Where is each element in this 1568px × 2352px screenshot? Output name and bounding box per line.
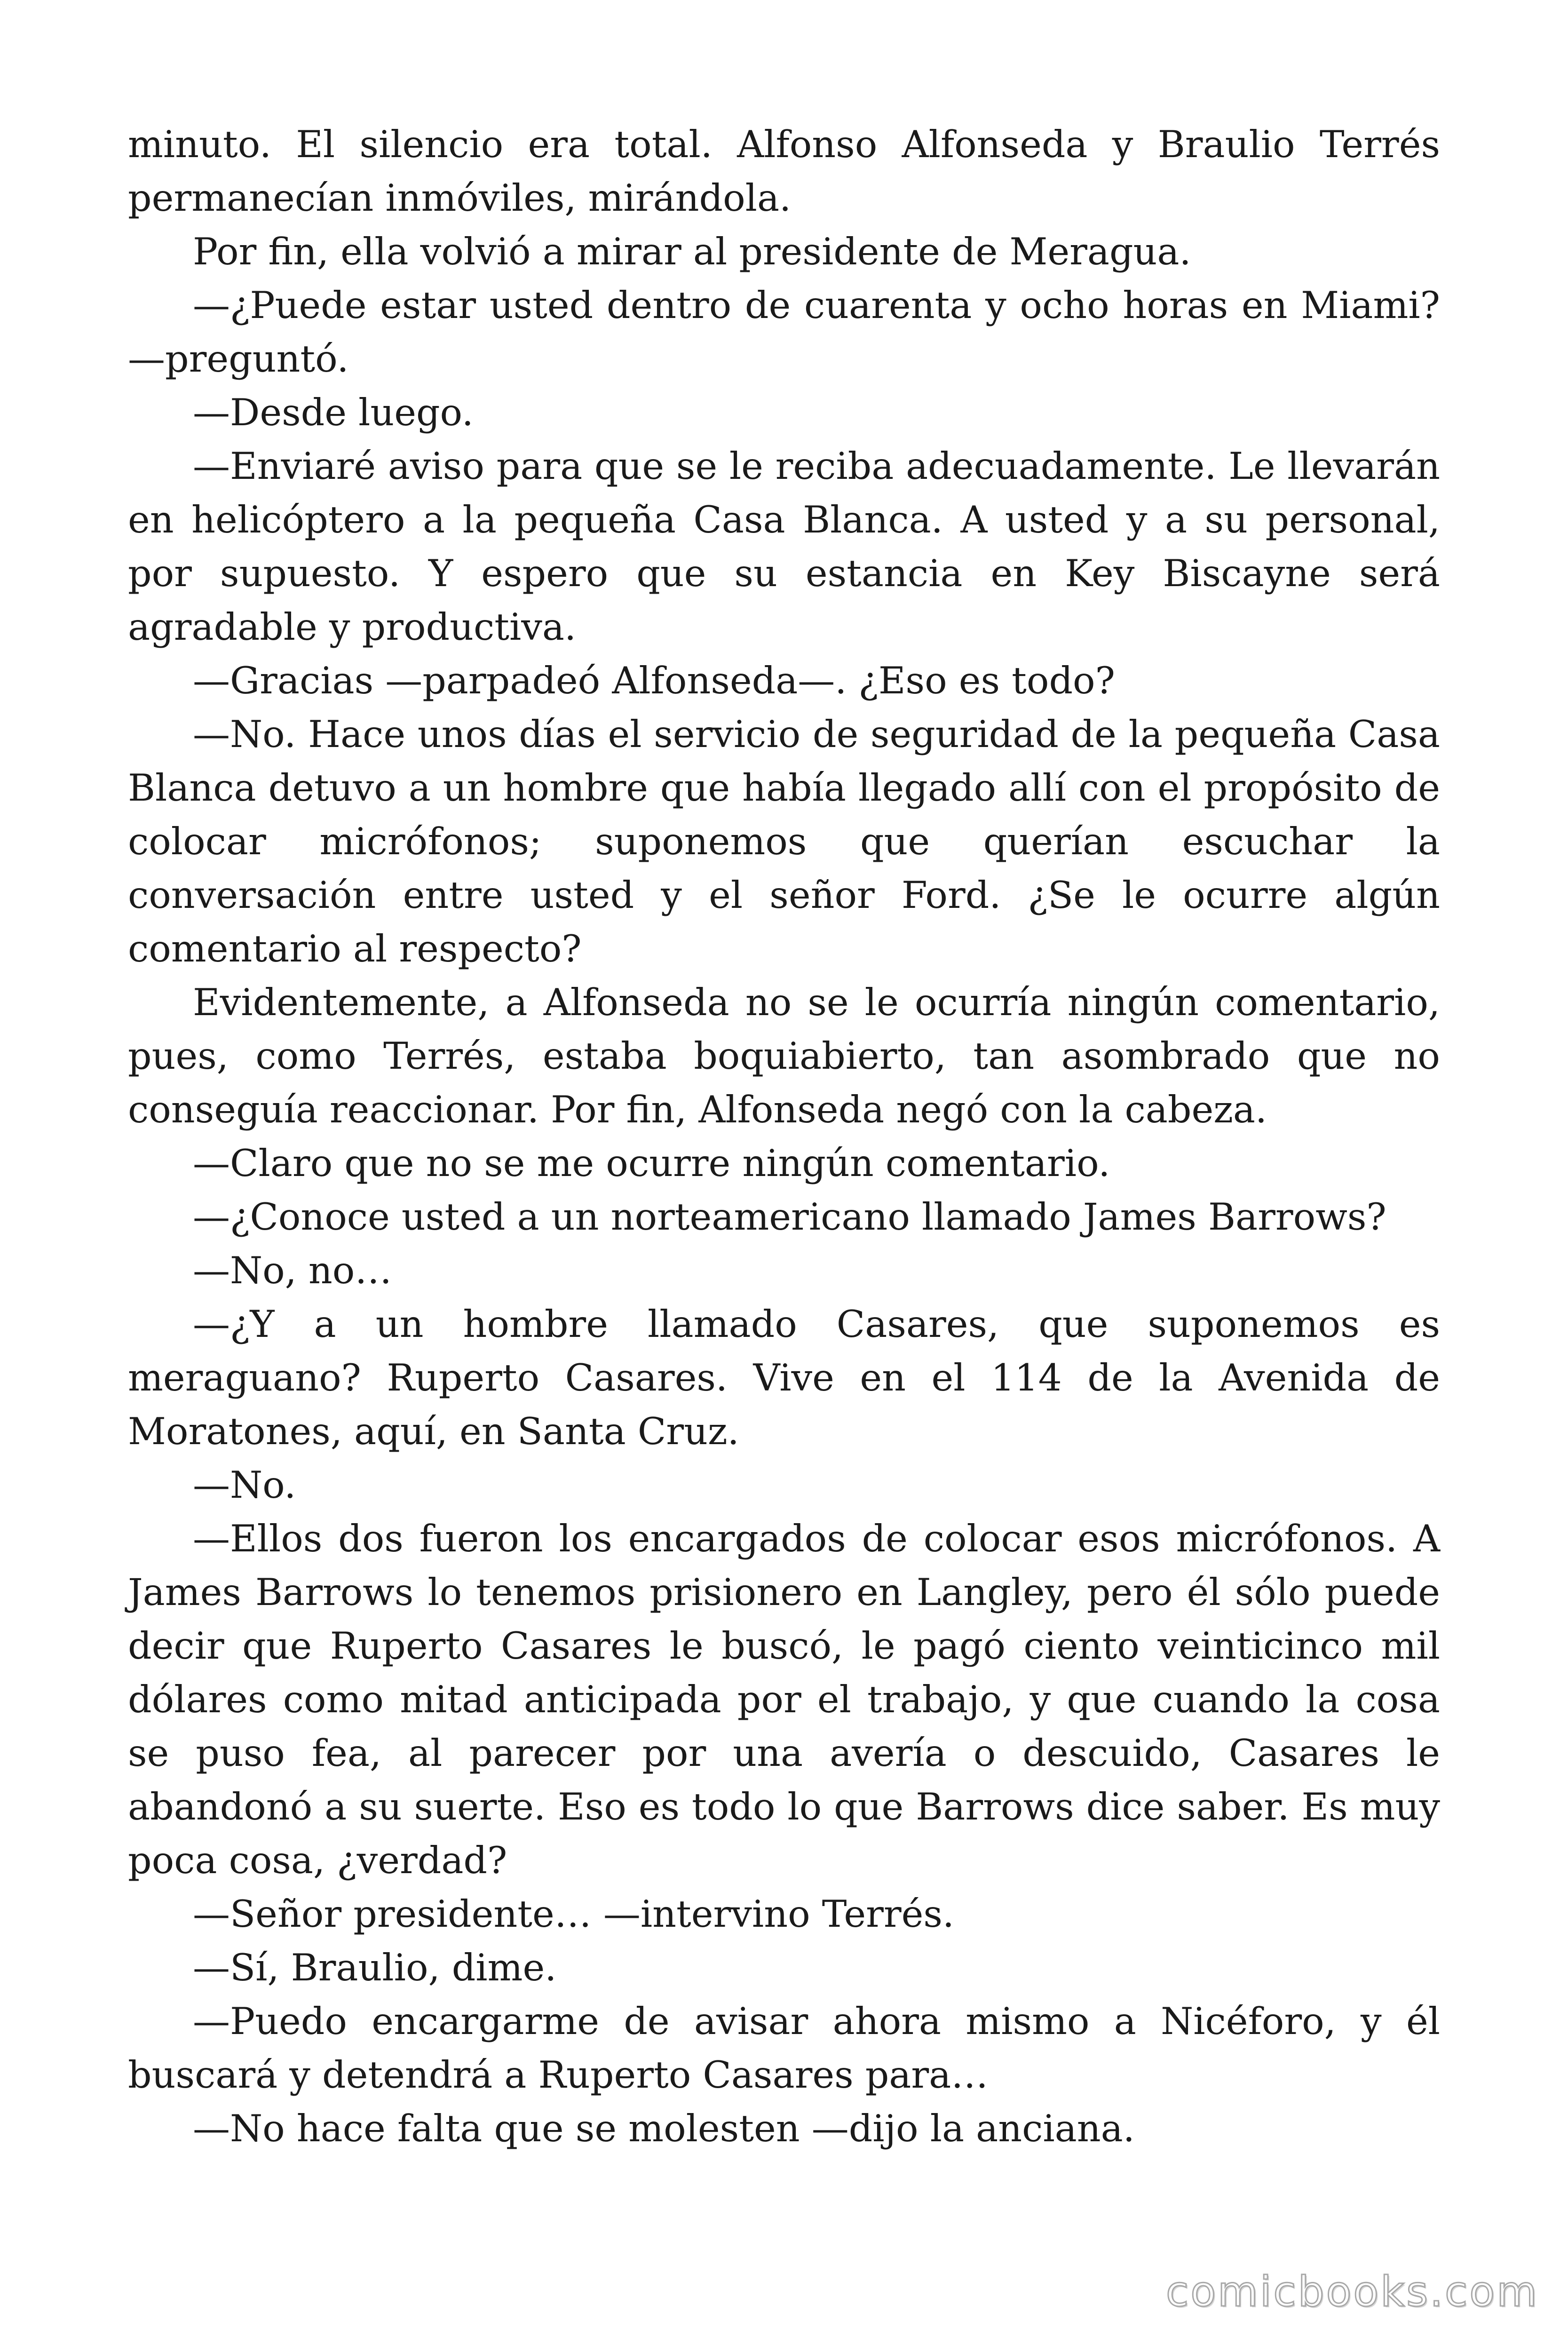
page-text [128, 118, 1440, 2155]
dialogue-line: —Claro que no se me ocurre ningún comentario. [193, 1142, 1110, 1185]
dialogue-line: —No, no… [193, 1249, 392, 1292]
dialogue-line: —Sí, Braulio, dime. [193, 1946, 557, 1989]
paragraph: Evidentemente, a Alfonseda no se le ocurría ningún comentario, pues, como Terrés, estaba boquiabierto, tan asombrado que no conseguía reaccionar. Por fin, Alfonseda negó con la cabeza. [128, 981, 1440, 1131]
dialogue-line: —Desde luego. [193, 391, 474, 434]
dialogue-line: —Enviaré aviso para que se le reciba adecuadamente. Le llevarán en helicóptero a la pequeña Casa Blanca. A usted y a su personal, por supuesto. Y espero que su estancia en Key Biscayne será agradable y productiva. [128, 445, 1440, 649]
dialogue-line: —¿Puede estar usted dentro de cuarenta y ocho horas en Miami? —preguntó. [128, 284, 1440, 381]
dialogue-line: —No. Hace unos días el servicio de seguridad de la pequeña Casa Blanca detuvo a un hombre que había llegado allí con el propósito de colocar micrófonos; suponemos que querían escuchar la conversación entre usted y el señor Ford. ¿Se le ocurre algún comentario al respecto? [128, 713, 1440, 970]
dialogue-line: —No hace falta que se molesten —dijo la anciana. [193, 2107, 1135, 2150]
dialogue-line: —Gracias —parpadeó Alfonseda—. ¿Eso es todo? [193, 659, 1115, 702]
dialogue-line: —No. [193, 1463, 296, 1507]
dialogue-line: —¿Conoce usted a un norteamericano llamado James Barrows? [193, 1195, 1386, 1239]
dialogue-line: —Ellos dos fueron los encargados de colocar esos micrófonos. A James Barrows lo tenemos prisionero en Langley, pero él sólo puede decir que Ruperto Casares le buscó, le pagó ciento veinticinco mil dólares como mitad anticipada por el trabajo, y que cuando la cosa se puso fea, al parecer por una avería o descuido, Casares le abandonó a su suerte. Eso es todo lo que Barrows dice saber. Es muy poca cosa, ¿verdad? [128, 1517, 1440, 1882]
paragraph-continuation: minuto. El silencio era total. Alfonso Alfonseda y Braulio Terrés permanecían inmóviles, mirándola. [128, 123, 1440, 220]
paragraph: Por fin, ella volvió a mirar al presidente de Meragua. [193, 230, 1191, 273]
watermark: comicbooks.com [1165, 2267, 1539, 2316]
dialogue-line: —Puedo encargarme de avisar ahora mismo a Nicéforo, y él buscará y detendrá a Ruperto Casares para… [128, 2000, 1440, 2097]
dialogue-line: —¿Y a un hombre llamado Casares, que suponemos es meraguano? Ruperto Casares. Vive en el 114 de la Avenida de Moratones, aquí, en Santa Cruz. [128, 1303, 1440, 1453]
dialogue-line: —Señor presidente… —intervino Terrés. [193, 1892, 954, 1936]
